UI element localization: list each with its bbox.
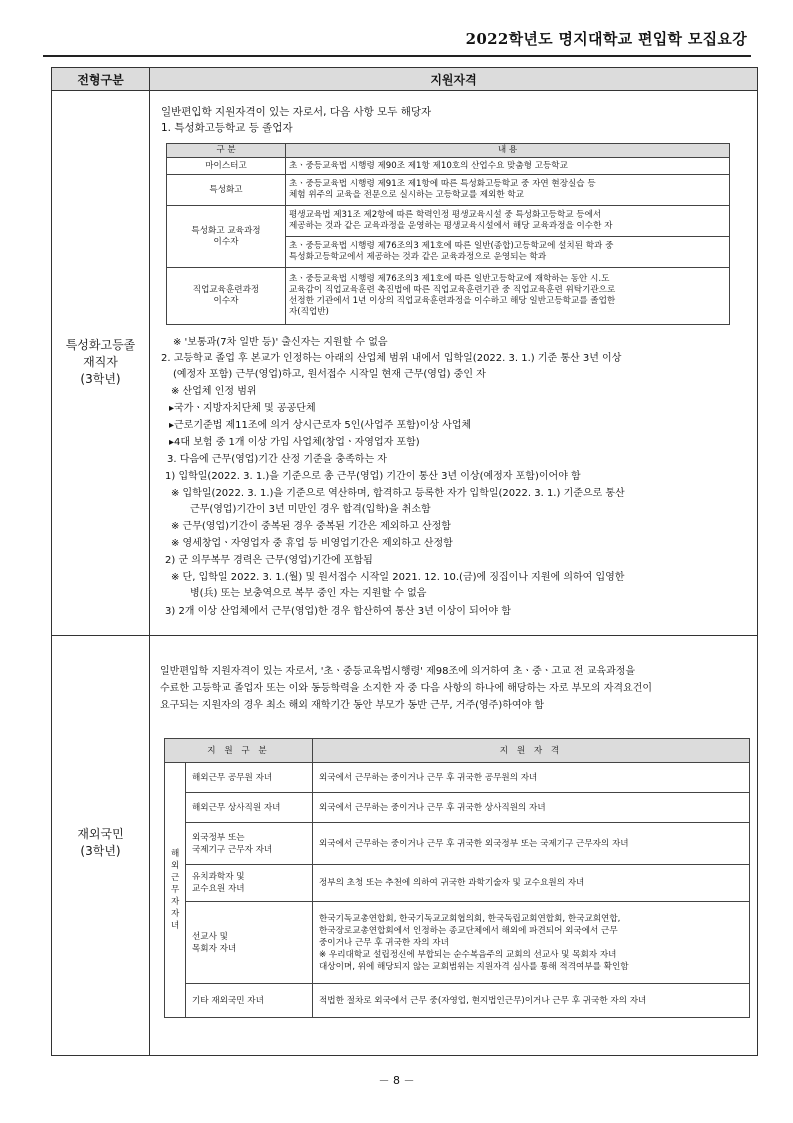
row-name-line: 해외근무 상사직원 자녀: [192, 802, 281, 813]
table-row: [167, 206, 730, 237]
category-specialized-employee: [52, 337, 149, 388]
note-line: ※ 산업체 인정 범위: [171, 386, 257, 397]
category-overseas-korean: [52, 826, 149, 860]
row-name-line: 교수요원 자녀: [192, 884, 245, 894]
row-line: 적법한 절차로 외국에서 근무 중(자영업, 현지법인근무)이거나 근무 후 귀국한 자의 자녀: [319, 995, 647, 1006]
row-name-line: 기타 재외국민 자녀: [192, 995, 264, 1006]
group-char: 해: [171, 849, 180, 859]
row-name: [186, 984, 313, 1018]
row-line: 체험 위주의 교육을 전문으로 실시하는 고등학교를 제외한 학교: [289, 190, 524, 200]
overseas-header-type: 지 원 구 분: [165, 739, 313, 763]
section2-intro-line: 일반편입학 지원자격이 있는 자로서, '초ㆍ중등교육법시행령' 제98조에 의거하여 초ㆍ중ㆍ고교 전 교육과정을: [160, 666, 636, 677]
table-row: [165, 793, 750, 823]
page-number: － 8 －: [378, 1074, 415, 1087]
item-line: 1) 입학일(2022. 3. 1.)을 기준으로 총 근무(영업) 기간이 통산 3년 이상(예정자 포함)이어야 함: [165, 471, 581, 482]
note-line: ※ 입학일(2022. 3. 1.)을 기준으로 역산하며, 합격하고 등록한 자가 입학일(2022. 3. 1.) 기준으로 통산: [171, 488, 625, 499]
row-line: 선정한 기관에서 1년 이상의 직업교육훈련과정을 이수하고 해당 일반고등학교를 졸업한: [289, 296, 616, 306]
section1-intro: 일반편입학 지원자격이 있는 자로서, 다음 사항 모두 해당자: [161, 106, 432, 118]
table-row: [167, 268, 730, 325]
inner-table-header: [167, 144, 730, 158]
row-name: [167, 206, 286, 268]
group-char: 자: [171, 909, 180, 919]
category-line: (3학년): [80, 844, 121, 858]
row-content: [286, 175, 730, 206]
document-header-title: 2022학년도 명지대학교 편입학 모집요강: [465, 30, 747, 48]
row-name-line: 목회자 자녀: [192, 943, 237, 954]
section1-item1: 1. 특성화고등학교 등 졸업자: [161, 122, 293, 134]
column-divider: [149, 68, 150, 1055]
table-row: [165, 823, 750, 865]
row-name-line: 특성화고 교육과정: [191, 225, 261, 236]
category-line: 재직자: [83, 355, 118, 369]
row-line: 한국장로교총연합회에서 인정하는 종교단체에서 해외에 파견되어 외국에서 근무: [319, 925, 618, 936]
row-line: 한국기독교총연합회, 한국기독교교회협의회, 한국독립교회연합회, 한국교회연합,: [319, 913, 621, 924]
row-line: 정부의 초청 또는 추천에 의하여 귀국한 과학기술자 및 교수요원의 자녀: [319, 878, 585, 888]
bullet-line: ▸근로기준법 제11조에 의거 상시근로자 5인(사업주 포함)이상 사업체: [169, 420, 472, 431]
item-line: (예정자 포함) 근무(영업)하고, 원서접수 시작일 현재 근무(영업) 중인 자: [173, 369, 486, 380]
category-line: (3학년): [80, 372, 121, 386]
row-name: [186, 902, 313, 984]
header-category: 전형구분: [77, 73, 124, 87]
group-char: 무: [171, 885, 180, 895]
row-content: [313, 865, 750, 902]
item-line: 2) 군 의무복무 경력은 근무(영업)기간에 포함됨: [165, 555, 373, 566]
row-content: [313, 793, 750, 823]
row-content: [286, 158, 730, 175]
row-name-line: 이수자: [213, 236, 239, 247]
row-line: 외국에서 근무하는 중이거나 근무 후 귀국한 공무원의 자녀: [319, 772, 538, 783]
row-content: [286, 268, 730, 325]
category-line: 특성화고등졸: [65, 338, 136, 352]
row-line: 교육감이 직업교육훈련 촉진법에 따른 직업교육훈련기관 중 직업교육훈련 위탁기관으로: [289, 285, 616, 295]
row-line: 대상이며, 위에 해당되지 않는 교회범위는 지원자격 심사를 통해 적격여부를 확인함: [319, 961, 629, 972]
section-divider: [52, 635, 757, 636]
header-qualification: 지원자격: [430, 73, 477, 87]
row-line: 자(직업반): [289, 307, 329, 317]
row-line: ※ 우리대학교 설립정신에 부합되는 순수복음주의 교회의 선교사 및 목회자 자녀: [319, 949, 617, 960]
row-name-line: 유치과학자 및: [192, 872, 245, 882]
group-char: 자: [171, 897, 180, 907]
row-name-line: 외국정부 또는: [192, 832, 245, 843]
section2-intro-line: 수료한 고등학교 졸업자 또는 이와 동등학력을 소지한 자 중 다음 사항의 하나에 해당하는 자로 부모의 자격요건이: [160, 683, 653, 694]
item-line: 3) 2개 이상 산업체에서 근무(영업)한 경우 합산하여 통산 3년 이상이 되어야 함: [165, 606, 511, 617]
note-line: ※ 근무(영업)기간이 중복된 경우 중복된 기간은 제외하고 산정함: [171, 521, 451, 532]
row-line: 중이거나 근무 후 귀국한 자의 자녀: [319, 937, 449, 948]
inner-header-content: 내 용: [286, 144, 730, 158]
category-line: 재외국민: [77, 827, 124, 841]
note-line: ※ '보통과(7차 일반 등)' 출신자는 지원할 수 없음: [173, 337, 388, 348]
row-content: [286, 206, 730, 237]
inner-header-type: 구 분: [167, 144, 286, 158]
group-char: 녀: [171, 921, 180, 931]
header-rule: [43, 55, 751, 57]
row-line: 평생교육법 제31조 제2항에 따른 학력인정 평생교육시설 중 특성화고등학교 등에서: [289, 210, 602, 220]
row-content: [313, 984, 750, 1018]
row-line: 외국에서 근무하는 중이거나 근무 후 귀국한 상사직원의 자녀: [319, 802, 546, 813]
table-row: [165, 902, 750, 984]
group-char: 외: [171, 861, 180, 871]
row-line: 초ㆍ중등교육법 시행령 제91조 제1항에 따른 특성화고등학교 중 자연 현장실습 등: [289, 179, 596, 189]
row-content: [313, 763, 750, 793]
group-label-overseas-worker-children: [165, 763, 186, 1018]
item-line: 2. 고등학교 졸업 후 본교가 인정하는 아래의 산업체 범위 내에서 입학일(2022. 3. 1.) 기준 통산 3년 이상: [161, 353, 622, 364]
row-name-line: 직업교육훈련과정: [192, 285, 260, 295]
row-line: 제공하는 것과 같은 교육과정을 운영하는 평생교육시설에서 해당 교육과정을 이수한 자: [289, 221, 613, 231]
note-line: 근무(영업)기간이 3년 미만인 경우 합격(입학)을 취소함: [190, 504, 431, 515]
table-row: [165, 763, 750, 793]
row-line: 외국에서 근무하는 중이거나 근무 후 귀국한 외국정부 또는 국제기구 근무자의 자녀: [319, 838, 629, 849]
table-row: [167, 175, 730, 206]
row-name: 특성화고: [167, 175, 286, 206]
row-name: [186, 823, 313, 865]
overseas-table-header: [165, 739, 750, 763]
row-name: [186, 763, 313, 793]
row-name: [186, 865, 313, 902]
row-content: [286, 237, 730, 268]
row-name: [186, 793, 313, 823]
note-line: ※ 영세창업ㆍ자영업자 중 휴업 등 비영업기간은 제외하고 산정함: [171, 538, 453, 549]
row-content: [313, 902, 750, 984]
row-content: [313, 823, 750, 865]
row-line: 초ㆍ중등교육법 시행령 제90조 제1항 제10호의 산업수요 맞춤형 고등학교: [289, 160, 568, 171]
row-name-line: 해외근무 공무원 자녀: [192, 772, 273, 783]
row-name-line: 선교사 및: [192, 931, 228, 942]
item-line: 3. 다음에 근무(영업)기간 산정 기준을 충족하는 자: [167, 454, 387, 465]
row-name: [167, 268, 286, 325]
row-line: 초ㆍ중등교육법 시행령 제76조의3 제1호에 따른 일반(종합)고등학교에 설치된 학과 중: [289, 241, 614, 251]
row-line: 특성화고등학교에서 제공하는 것과 같은 교육과정으로 운영되는 학과: [289, 252, 547, 262]
note-line: 병(兵) 또는 보충역으로 복무 중인 자는 지원할 수 없음: [190, 588, 427, 599]
section2-intro-line: 요구되는 지원자의 경우 최소 해외 재학기간 동안 부모가 동반 근무, 거주(영주)하여야 함: [160, 700, 545, 711]
overseas-eligibility-table: [164, 738, 750, 1018]
row-name: 마이스터고: [167, 158, 286, 175]
table-row: [165, 865, 750, 902]
row-line: 초ㆍ중등교육법 시행령 제76조의3 제1호에 따른 일반고등학교에 재학하는 동안 시.도: [289, 274, 610, 284]
note-line: ※ 단, 입학일 2022. 3. 1.(월) 및 원서접수 시작일 2021. 12. 10.(금)에 징집이나 지원에 의하여 입영한: [171, 572, 625, 583]
bullet-line: ▸국가ㆍ지방자치단체 및 공공단체: [169, 403, 316, 414]
row-name-line: 이수자: [213, 296, 239, 306]
table-row: [165, 984, 750, 1018]
table-row: [167, 158, 730, 175]
group-char: 근: [171, 873, 180, 883]
bullet-line: ▸4대 보험 중 1개 이상 가입 사업체(창업ㆍ자영업자 포함): [169, 437, 420, 448]
specialized-school-table: [166, 143, 730, 325]
qualification-table: [51, 67, 758, 1056]
header-divider: [52, 90, 757, 91]
row-name-line: 국제기구 근무자 자녀: [192, 844, 273, 855]
overseas-header-qualification: 지 원 자 격: [313, 739, 750, 763]
